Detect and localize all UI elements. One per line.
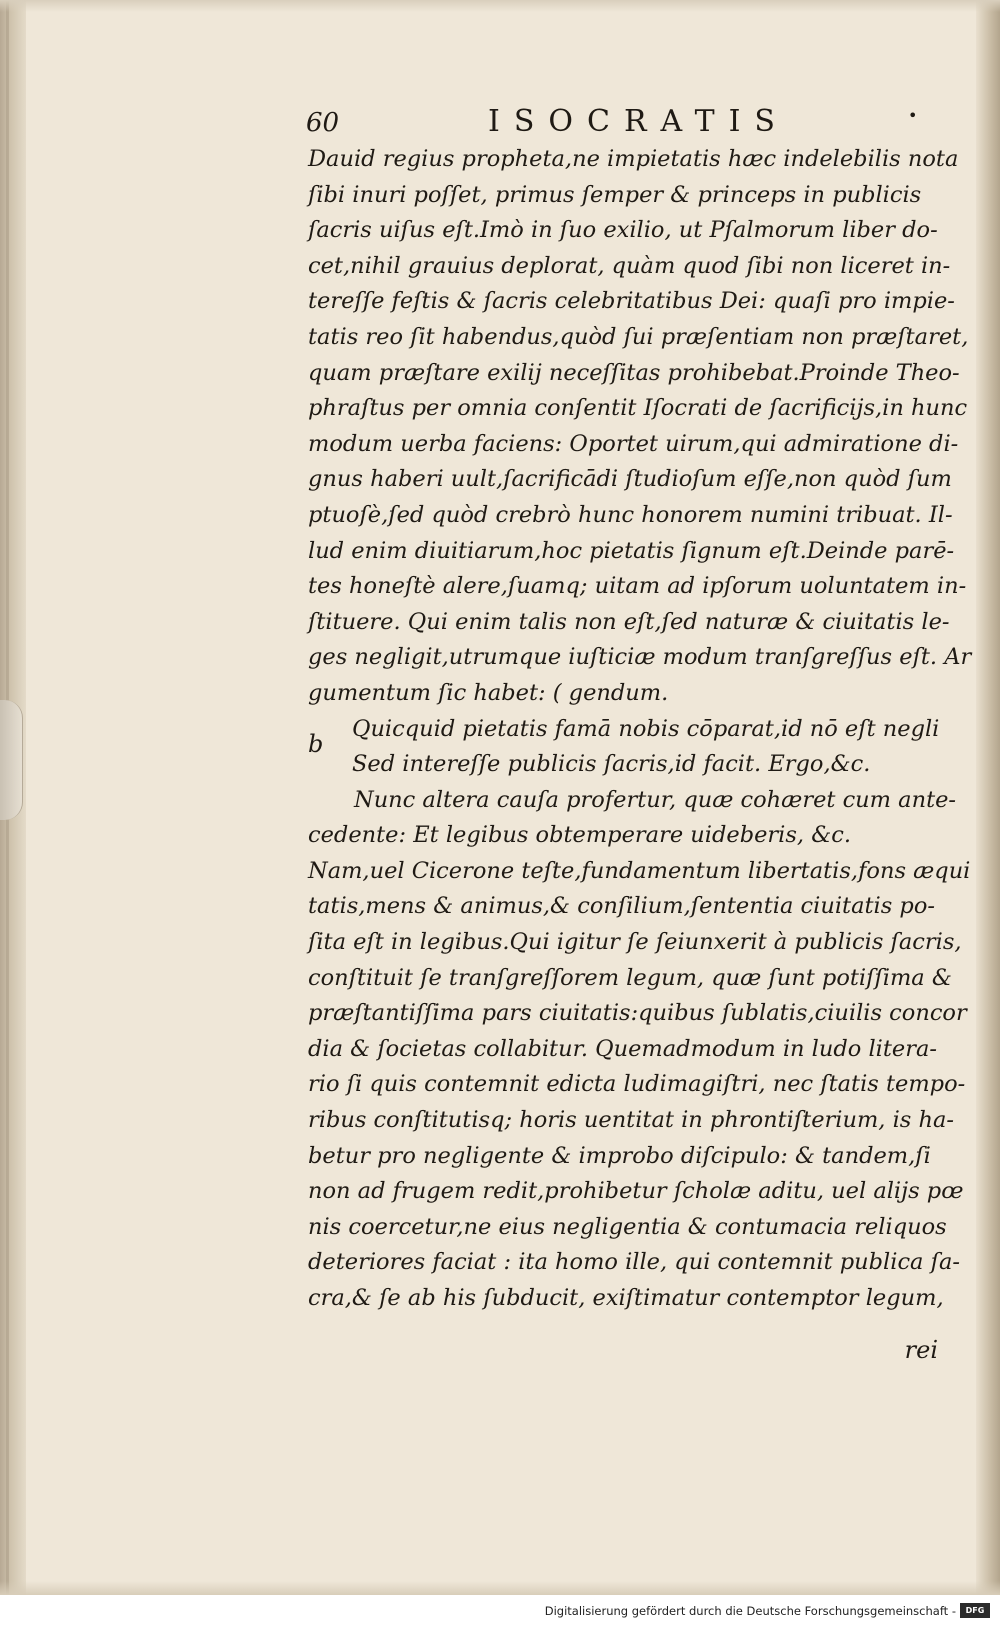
page-top-shadow	[0, 0, 1000, 12]
text-line: tes honeſtè alere,ſuamq; uitam ad ipſorum uoluntatem in-	[308, 573, 967, 600]
text-line: ſtituere. Qui enim talis non eſt,ſed naturæ & ciuitatis le-	[308, 608, 950, 635]
page-number: 60	[306, 108, 340, 138]
text-line: dia & ſocietas collabitur. Quemadmodum in ludo litera-	[308, 1035, 937, 1062]
text-line: quam præſtare exilij neceſſitas prohibebat.Proinde Theo-	[308, 359, 960, 386]
text-line: lud enim diuitiarum,hoc pietatis ſignum eſt.Deinde parē-	[308, 537, 955, 564]
dfg-logo-icon: DFG	[960, 1603, 990, 1618]
text-line: gumentum ſic habet: ( gendum.	[308, 679, 669, 706]
catchword: rei	[904, 1336, 938, 1364]
body-text	[308, 142, 972, 1317]
text-line: modum uerba faciens: Oportet uirum,qui admiratione di-	[308, 430, 959, 457]
funding-notice: Digitalisierung gefördert durch die Deutsche Forschungsgemeinschaft -	[544, 1604, 956, 1618]
text-line: nis coercetur,ne eius negligentia & contumacia reliquos	[308, 1213, 947, 1240]
bookmark-ribbon	[0, 700, 23, 820]
text-line: ges negligit,utrumque iuſticiæ modum tranſgreſſus eſt. Ar	[308, 644, 972, 671]
text-line: non ad frugem redit,prohibetur ſcholæ aditu, uel alijs pœ	[308, 1178, 964, 1205]
text-line: ſita eſt in legibus.Qui igitur ſe ſeiunxerit à publicis ſacris,	[308, 929, 962, 956]
paragraph-start-line: Nunc altera cauſa profertur, quæ cohæret cum ante-	[354, 786, 957, 813]
page-bottom-shadow	[0, 1581, 1000, 1595]
running-title: ISOCRATIS	[488, 104, 789, 139]
text-line: phraſtus per omnia conſentit Iſocrati de ſacrificijs,in hunc	[308, 395, 968, 422]
text-line: cet,nihil grauius deplorat, quàm quod ſibi non liceret in-	[308, 252, 951, 279]
text-line: tereſſe feſtis & ſacris celebritatibus Dei: quaſi pro impie-	[308, 288, 955, 315]
text-line: cra,& ſe ab his ſubducit, exiſtimatur contemptor legum,	[308, 1285, 944, 1311]
marginal-letter: b	[308, 730, 324, 758]
syllogism-line: Sed intereſſe publicis ſacris,id facit. Ergo,&c.	[352, 751, 871, 778]
text-line: tatis,mens & animus,& conſilium,ſententia ciuitatis po-	[308, 893, 935, 920]
page-edge-shadow	[976, 0, 1000, 1595]
text-line: gnus haberi uult,ſacrificādi ſtudioſum eſſe,non quòd ſum	[308, 466, 952, 493]
text-line: tatis reo ſit habendus,quòd ſui præſentiam non præſtaret,	[308, 323, 969, 350]
text-line: conſtituit ſe tranſgreſſorem legum, quæ ſunt potiſſima &	[308, 964, 952, 991]
page-header	[306, 104, 946, 144]
text-line: cedente: Et legibus obtemperare uideberis, &c.	[308, 822, 851, 849]
syllogism-line: Quicquid pietatis famā nobis cōparat,id nō eſt negli	[352, 715, 940, 742]
text-line: rio ſi quis contemnit edicta ludimagiſtri, nec ſtatis tempo-	[308, 1071, 966, 1098]
text-line: præſtantiſſima pars ciuitatis:quibus ſublatis,ciuilis concor	[308, 1000, 967, 1027]
digitization-footer	[0, 1595, 1000, 1627]
text-line: ribus conſtitutisq; horis uentitat in phrontiſterium, is ha-	[308, 1107, 955, 1134]
text-line: betur pro negligente & improbo diſcipulo: & tandem,ſi	[308, 1142, 931, 1169]
text-line: deteriores faciat : ita homo ille, qui contemnit publica ſa-	[308, 1249, 960, 1276]
text-line: Dauid regius propheta,ne impietatis hæc indelebilis nota	[308, 146, 959, 172]
text-line: ſacris uiſus eſt.Imò in ſuo exilio, ut Pſalmorum liber do-	[308, 217, 938, 244]
header-mark: •	[908, 106, 918, 125]
text-line: Nam,uel Cicerone teſte,fundamentum libertatis,fons æqui	[308, 857, 971, 884]
text-line: ptuoſè,ſed quòd crebrò hunc honorem numini tribuat. Il-	[308, 501, 953, 528]
text-line: ſibi inuri poſſet, primus ſemper & princeps in publicis	[308, 181, 922, 208]
